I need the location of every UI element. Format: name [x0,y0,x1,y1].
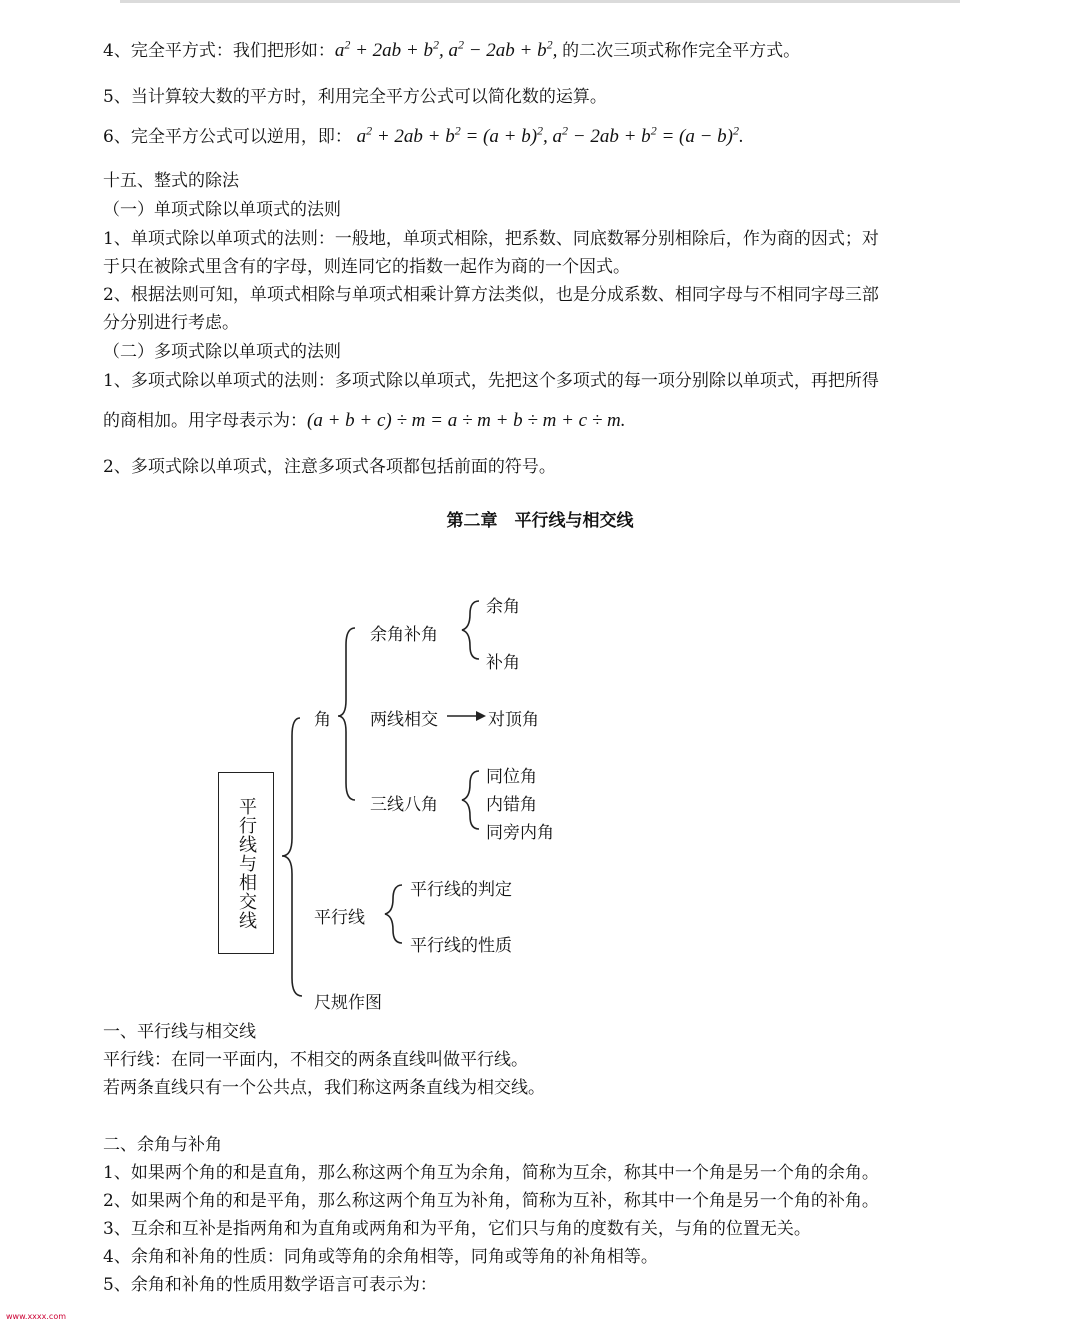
sub1-item2-line1: 2、根据法则可知，单项式相除与单项式相乘计算方法类似，也是分成系数、相同字母与不相同字母三部 [103,285,879,305]
part2-item3: 3、互余和互补是指两角和为直角或两角和为平角，它们只与角的度数有关，与角的位置无关。 [103,1219,811,1239]
formula-perfect-square-forms: $a^2 + 2ab + b^2$, $a^2 - 2ab + b^2$, [334,37,563,61]
diagram-root-label: 平行线与相交线 [236,796,257,930]
part2-item1: 1、如果两个角的和是直角，那么称这两个角互为余角，简称为互余，称其中一个角是另一个角的余角。 [103,1163,879,1183]
part2-item4: 4、余角和补角的性质：同角或等角的余角相等，同角或等角的补角相等。 [103,1247,658,1267]
part1-title: 一、平行线与相交线 [103,1022,256,1042]
part2-item2: 2、如果两个角的和是平角，那么称这两个角互为补角，简称为互补，称其中一个角是另一个角的补角。 [103,1191,879,1211]
part1-line2: 若两条直线只有一个公共点，我们称这两条直线为相交线。 [103,1078,545,1098]
item-5: 5、当计算较大数的平方时，利用完全平方公式可以简化数的运算。 [103,87,607,107]
node-construction: 尺规作图 [314,993,382,1013]
formula-reverse-square: $a^2 + 2ab + b^2 = (a + b)^2$, $a^2 - 2ab + b^2 = (a - b)^2$. [351,123,744,147]
node-parallel-judge: 平行线的判定 [410,880,512,900]
sub2-item2: 2、多项式除以单项式，注意多项式各项都包括前面的符号。 [103,457,556,477]
sub2-item1-line2: 的商相加。用字母表示为：(a + b + c) ÷ m = a ÷ m + b ÷ m + c ÷ m. [103,410,626,431]
node-comp-supp: 余角补角 [370,625,438,645]
node-two-lines: 两线相交 [370,710,438,730]
node-alternate: 内错角 [486,795,537,815]
node-complementary: 余角 [486,597,520,617]
item-6: 6、完全平方公式可以逆用，即： $a^2 + 2ab + b^2 = (a + b)^2$, $a^2 - 2ab + b^2 = (a - b)^2$. [103,123,744,147]
diagram-root-box [218,772,274,954]
node-vertical-angles: 对顶角 [488,710,539,730]
section-15-title: 十五、整式的除法 [103,171,239,191]
sub1-item1-line2: 于只在被除式里含有的字母，则连同它的指数一起作为商的一个因式。 [103,257,630,277]
subsection-2-title: （二）多项式除以单项式的法则 [103,342,341,362]
sub1-item1-line1: 1、单项式除以单项式的法则：一般地，单项式相除，把系数、同底数幂分别相除后，作为商的因式；对 [103,229,879,249]
subsection-1-title: （一）单项式除以单项式的法则 [103,200,341,220]
watermark: www.xxxx.com [6,1312,67,1321]
chapter-title: 第二章 平行线与相交线 [446,511,634,531]
node-corresponding: 同位角 [486,767,537,787]
part1-line1: 平行线：在同一平面内，不相交的两条直线叫做平行线。 [103,1050,528,1070]
node-supplementary: 补角 [486,653,520,673]
node-same-side: 同旁内角 [486,823,554,843]
item-4: 4、完全平方式：我们把形如：$a^2 + 2ab + b^2$, $a^2 - 2ab + b^2$, 的二次三项式称作完全平方式。 [103,37,801,61]
part2-title: 二、余角与补角 [103,1135,222,1155]
node-parallel-prop: 平行线的性质 [410,936,512,956]
sub2-item1-line1: 1、多项式除以单项式的法则：多项式除以单项式，先把这个多项式的每一项分别除以单项式，再把所得 [103,371,879,391]
formula-poly-division: (a + b + c) ÷ m = a ÷ m + b ÷ m + c ÷ m. [307,410,626,431]
node-parallel: 平行线 [314,908,365,928]
sub1-item2-line2: 分分别进行考虑。 [103,313,239,333]
node-three-lines: 三线八角 [370,795,438,815]
part2-item5: 5、余角和补角的性质用数学语言可表示为： [103,1275,437,1295]
node-angle: 角 [314,710,331,730]
